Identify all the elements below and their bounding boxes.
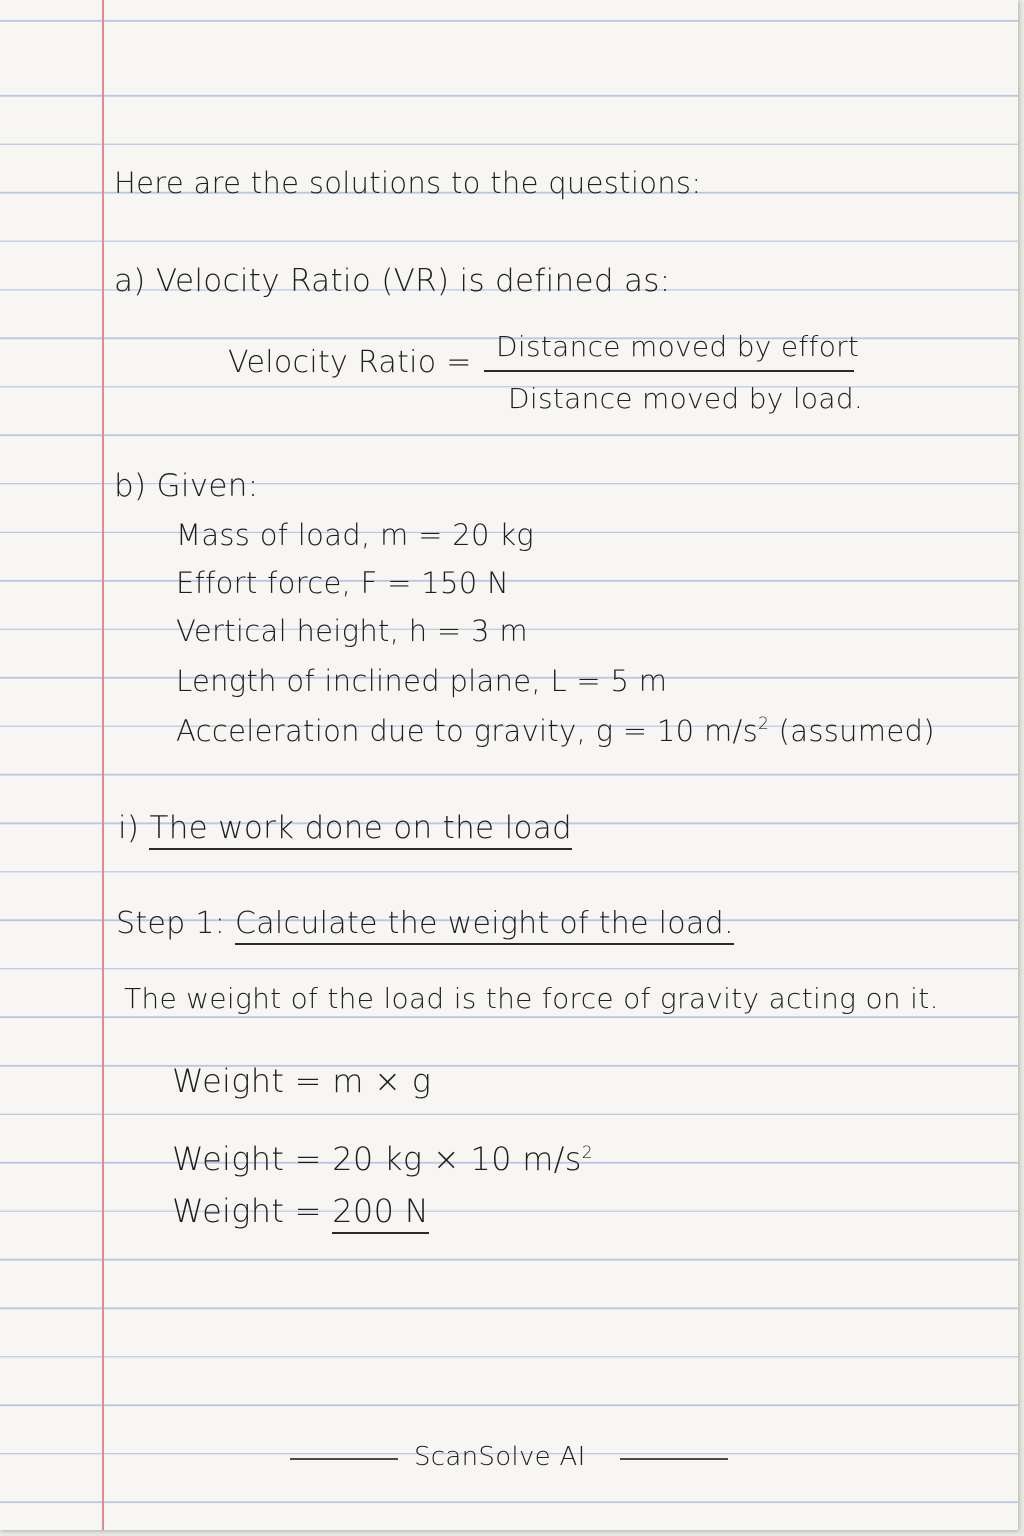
weight-result: Weight = 200 N (172, 1192, 429, 1230)
given-length: Length of inclined plane, L = 5 m (176, 664, 668, 698)
part-i-heading: i) The work done on the load (118, 810, 572, 846)
step1-heading: Step 1: Calculate the weight of the load. (116, 906, 734, 941)
given-mass: Mass of load, m = 20 kg (176, 518, 535, 552)
given-height: Vertical height, h = 3 m (176, 614, 528, 648)
formula-lhs: Velocity Ratio = (228, 345, 472, 380)
step1-explanation: The weight of the load is the force of gravity acting on it. (124, 982, 939, 1015)
given-gravity: Acceleration due to gravity, g = 10 $m/s^2$ (assumed) (176, 714, 935, 748)
weight-substitution: Weight = 20 kg × 10 $m/s^2$ (172, 1140, 593, 1178)
part-a-heading: a) Velocity Ratio (VR) is defined as: (114, 263, 671, 299)
formula-numerator: Distance moved by effort (496, 330, 860, 363)
intro-text: Here are the solutions to the questions: (114, 166, 702, 200)
weight-result-value: 200 N (332, 1192, 429, 1234)
part-b-heading: b) Given: (114, 468, 259, 504)
footer-brand: ScanSolve AI (414, 1442, 586, 1472)
margin-line (102, 0, 104, 1530)
formula-denominator: Distance moved by load. (508, 382, 864, 415)
step1-title: Calculate the weight of the load. (235, 906, 734, 945)
footer-rule-left (290, 1458, 398, 1460)
footer-rule-right (620, 1458, 728, 1460)
part-i-title: The work done on the load (149, 810, 572, 850)
weight-formula: Weight = m × g (172, 1062, 432, 1100)
fraction-bar (484, 370, 854, 372)
given-effort: Effort force, F = 150 N (176, 566, 510, 600)
